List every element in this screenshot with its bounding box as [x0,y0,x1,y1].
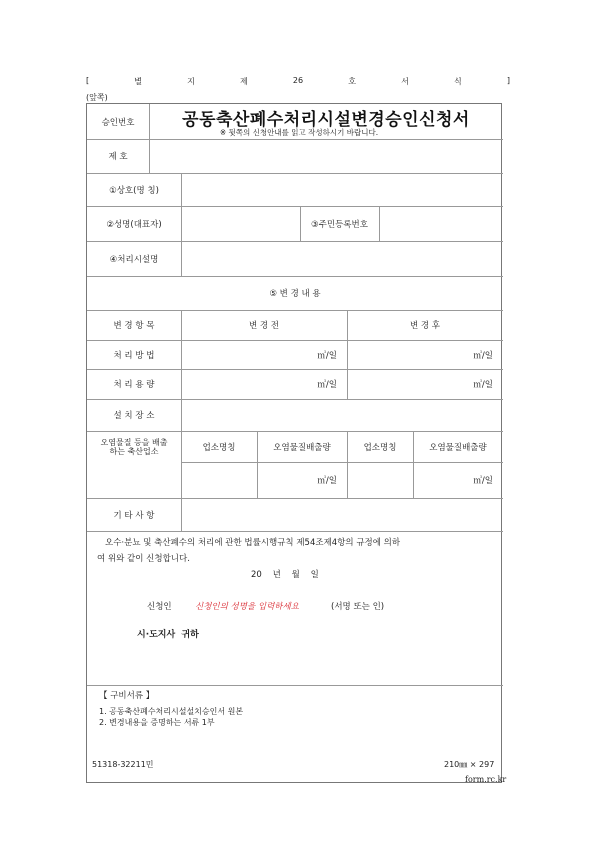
facility-name-field[interactable] [181,241,503,276]
resident-number-label: ③주민등록번호 [311,219,368,230]
treatment-capacity-before-field[interactable]: ㎥/일 [317,380,337,390]
approval-number-label: 승인번호 [101,117,135,128]
declaration-line-1: 오수·분뇨 및 축산폐수의 처리에 관한 법률시행규칙 제54조제4항의 규정에 의하 [105,538,401,548]
treatment-method-before-field[interactable]: ㎥/일 [317,350,337,361]
business-name-subheader: 업소명칭 [202,442,236,453]
discharging-farms-blank [87,462,181,498]
treatment-method-label: 처 리 방 법 [113,350,155,361]
form-code: 51318-32211민 [92,760,154,769]
before-change-header: 변 경 전 [248,321,280,331]
rule [87,685,503,686]
farm-name-after-field[interactable] [347,462,413,498]
business-name-subheader: 업소명칭 [363,442,397,453]
rule [87,531,503,532]
front-side-label: (앞쪽) [86,93,108,102]
resident-number-field[interactable] [379,206,503,241]
applicant-name-input[interactable]: 신청인의 성명을 입력하세요 [195,602,299,612]
discharge-amount-subheader: 오염물질배출량 [429,442,487,453]
representative-name-label: ②성명(대표자) [106,219,162,230]
paper-size: 210㎜ × 297 [444,760,495,769]
application-date[interactable]: 20 년 월 일 [251,570,319,580]
business-name-label: ①상호(명 칭) [109,185,159,196]
header-part: [ [86,76,90,85]
header-part: 지 [187,77,195,86]
representative-name-field[interactable] [181,206,300,241]
installation-location-field[interactable] [181,399,503,431]
business-name-field[interactable] [181,173,503,206]
header-part: 별 [134,77,142,86]
header-part: 26 [292,76,304,85]
discharging-farms-label-line1: 오염물질 등을 배출 [100,437,168,447]
change-item-header: 변 경 항 목 [113,321,155,331]
header-part: 호 [348,77,356,86]
after-change-header: 변 경 후 [409,321,441,331]
installation-location-label: 설 치 장 소 [113,411,155,421]
header-part: ] [506,76,510,85]
declaration-line-2: 여 위와 같이 신청합니다. [97,554,190,564]
discharging-farms-label [87,431,181,462]
discharge-amount-subheader: 오염물질배출량 [273,442,331,453]
form-title: 공동축산폐수처리시설변경승인신청서 [182,109,470,130]
facility-name-label: ④처리시설명 [109,254,159,265]
header-part: 제 [240,77,248,86]
other-matters-label: 기 타 사 항 [113,510,155,521]
header-part: 서 [401,77,409,86]
receipt-number-label: 제 호 [108,152,128,162]
header-part: 식 [453,77,462,86]
required-document-item: 1. 공동축산폐수처리시설설치승인서 원본 [99,707,244,716]
treatment-method-after-field[interactable]: ㎥/일 [473,350,493,361]
required-documents-header: 【 구비서류 】 [99,691,155,701]
form-number-header [86,76,510,87]
discharge-before-field[interactable]: ㎥/일 [317,476,337,486]
notice-text: ※ 뒷쪽의 신청안내를 읽고 작성하시기 바랍니다. [219,127,379,137]
required-document-item: 2. 변경내용을 증명하는 서류 1부 [99,718,215,727]
treatment-capacity-after-field[interactable]: ㎥/일 [473,380,493,390]
change-details-header: ⑤ 변 경 내 용 [269,289,321,299]
receipt-number-field[interactable] [149,139,503,173]
treatment-capacity-label: 처 리 용 량 [113,380,155,390]
recipient-line: 시·도지사 귀하 [137,630,199,640]
signature-hint: (서명 또는 인) [331,602,385,612]
discharge-after-field[interactable]: ㎥/일 [473,476,493,486]
application-form [86,103,502,783]
site-credit: form.rc.kr [465,775,507,784]
applicant-label: 신청인 [147,602,172,612]
farm-name-before-field[interactable] [181,462,257,498]
other-matters-field[interactable] [181,498,503,531]
discharging-farms-label-line2: 하는 축산업소 [109,446,159,456]
